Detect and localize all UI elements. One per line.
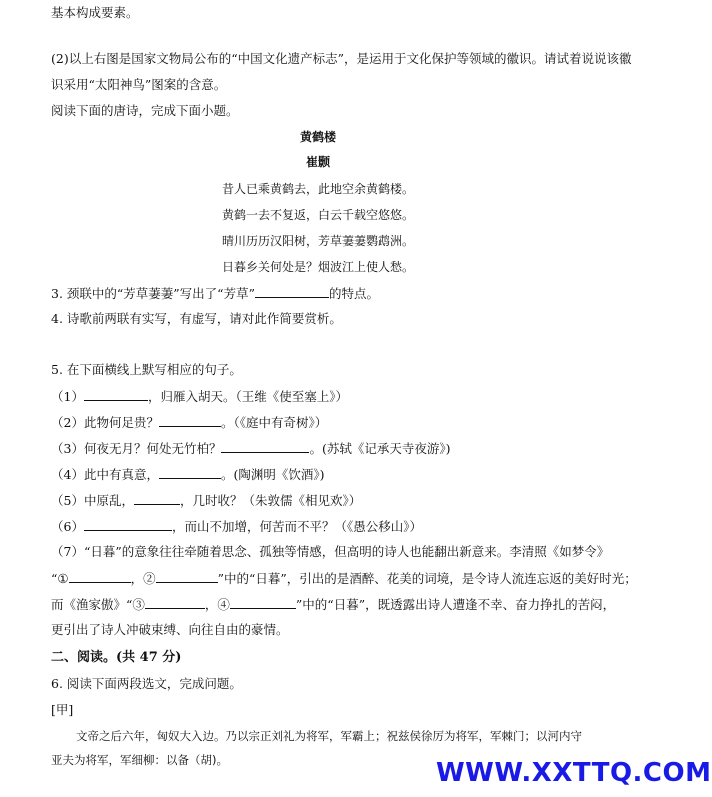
- answer-blank[interactable]: [159, 414, 221, 427]
- sentence-2: [51, 414, 327, 431]
- sentence-2-suffix: 。（《庭中有奇树》）: [220, 415, 328, 430]
- answer-blank[interactable]: [230, 596, 296, 609]
- question-3: [51, 285, 379, 302]
- sentence-7-part-f: ”中的“日暮”，既透露出诗人遭逢不幸、奋力挣扎的苦闷，: [295, 597, 616, 612]
- poem-line-2: 黄鹤一去不复返，白云千载空悠悠。: [221, 208, 414, 222]
- text-line-1: 基本构成要素。: [51, 5, 139, 20]
- sentence-4-prefix: （4）此中有真意，: [51, 467, 159, 482]
- answer-blank[interactable]: [255, 285, 329, 298]
- sentence-7-part-d: 而《渔家傲》“③: [51, 597, 145, 612]
- sentence-5-suffix: ，几时收？（朱敦儒《相见欢》）: [179, 493, 362, 508]
- sentence-7-line-3: [51, 596, 615, 613]
- sentence-6: [51, 518, 422, 535]
- question-6: 6. 阅读下面两段选文，完成问题。: [51, 676, 242, 691]
- sentence-7-part-e: ，④: [204, 597, 230, 612]
- question-4: 4. 诗歌前两联有实写，有虚写，请对此作简要赏析。: [51, 311, 342, 326]
- sentence-4-suffix: 。(陶渊明《饮酒》): [220, 467, 325, 482]
- sentence-3: [51, 440, 450, 457]
- sentence-1: [51, 388, 348, 405]
- question-5: 5. 在下面横线上默写相应的句子。: [51, 362, 242, 377]
- poem-title: 黄鹤楼: [299, 130, 336, 144]
- answer-blank[interactable]: [159, 466, 221, 479]
- poem-line-3: 晴川历历汉阳树，芳草萋萋鹦鹉洲。: [221, 234, 414, 248]
- sentence-7-line-1: （7）“日暮”的意象往往牵随着思念、孤独等情感，但高明的诗人也能翻出新意来。李清照《如梦令》: [51, 544, 610, 559]
- answer-blank[interactable]: [84, 388, 148, 401]
- sentence-7-part-b: ，②: [130, 571, 156, 586]
- site-watermark: WWW.XXTTQ.COM: [436, 758, 712, 788]
- answer-blank[interactable]: [221, 440, 309, 453]
- answer-blank[interactable]: [145, 596, 205, 609]
- sentence-7-line-2: [51, 570, 637, 587]
- sentence-4: [51, 466, 324, 483]
- sentence-5: [51, 492, 361, 509]
- classical-text-line-1: 文帝之后六年，匈奴大入边。乃以宗正刘礼为将军，军霸上；祝兹侯徐厉为将军，军棘门；以河内守: [76, 729, 582, 743]
- poem-instruction: 阅读下面的唐诗，完成下面小题。: [51, 103, 239, 118]
- question-2-text: (2)以上右图是国家文物局公布的“中国文化遗产标志”，是运用于文化保护等领域的徽识。请试着说说该徽: [51, 51, 632, 66]
- sentence-3-suffix: 。(苏轼《记承天寺夜游》): [309, 441, 451, 456]
- sentence-7-part-c: ”中的“日暮”，引出的是酒醉、花美的词境，是令诗人流连忘返的美好时光；: [217, 571, 637, 586]
- sentence-7-line-4: 更引出了诗人冲破束缚、向往自由的豪情。: [51, 622, 289, 637]
- answer-blank[interactable]: [69, 570, 131, 583]
- classical-text-line-2: 亚夫为将军，军细柳：以备（胡)。: [51, 753, 228, 767]
- section-2-heading: 二、阅读。(共 47 分): [51, 650, 182, 665]
- excerpt-label-jia: [甲]: [51, 702, 74, 717]
- answer-blank[interactable]: [84, 518, 172, 531]
- sentence-6-suffix: ，而山不加增，何苦而不平？（《愚公移山》）: [171, 519, 422, 534]
- sentence-5-prefix: （5）中原乱，: [51, 493, 134, 508]
- question-3-suffix: 的特点。: [328, 286, 379, 301]
- answer-blank[interactable]: [134, 492, 180, 505]
- sentence-1-suffix: ，归雁入胡天。（王维《使至塞上》）: [147, 389, 348, 404]
- poem-line-1: 昔人已乘黄鹤去，此地空余黄鹤楼。: [221, 182, 414, 196]
- sentence-3-prefix: （3）何夜无月？何处无竹柏？: [51, 441, 222, 456]
- question-3-prefix: 3. 颈联中的“芳草萋萋”写出了“芳草”: [51, 286, 255, 301]
- sentence-7-part-a: “①: [51, 571, 69, 586]
- sentence-1-prefix: （1）: [51, 389, 84, 404]
- poem-author: 崔颢: [305, 155, 330, 169]
- question-2-text-cont: 识采用“太阳神鸟”图案的含意。: [51, 77, 227, 92]
- sentence-6-prefix: （6）: [51, 519, 84, 534]
- answer-blank[interactable]: [156, 570, 218, 583]
- poem-line-4: 日暮乡关何处是？烟波江上使人愁。: [221, 260, 414, 274]
- sentence-2-prefix: （2）此物何足贵？: [51, 415, 159, 430]
